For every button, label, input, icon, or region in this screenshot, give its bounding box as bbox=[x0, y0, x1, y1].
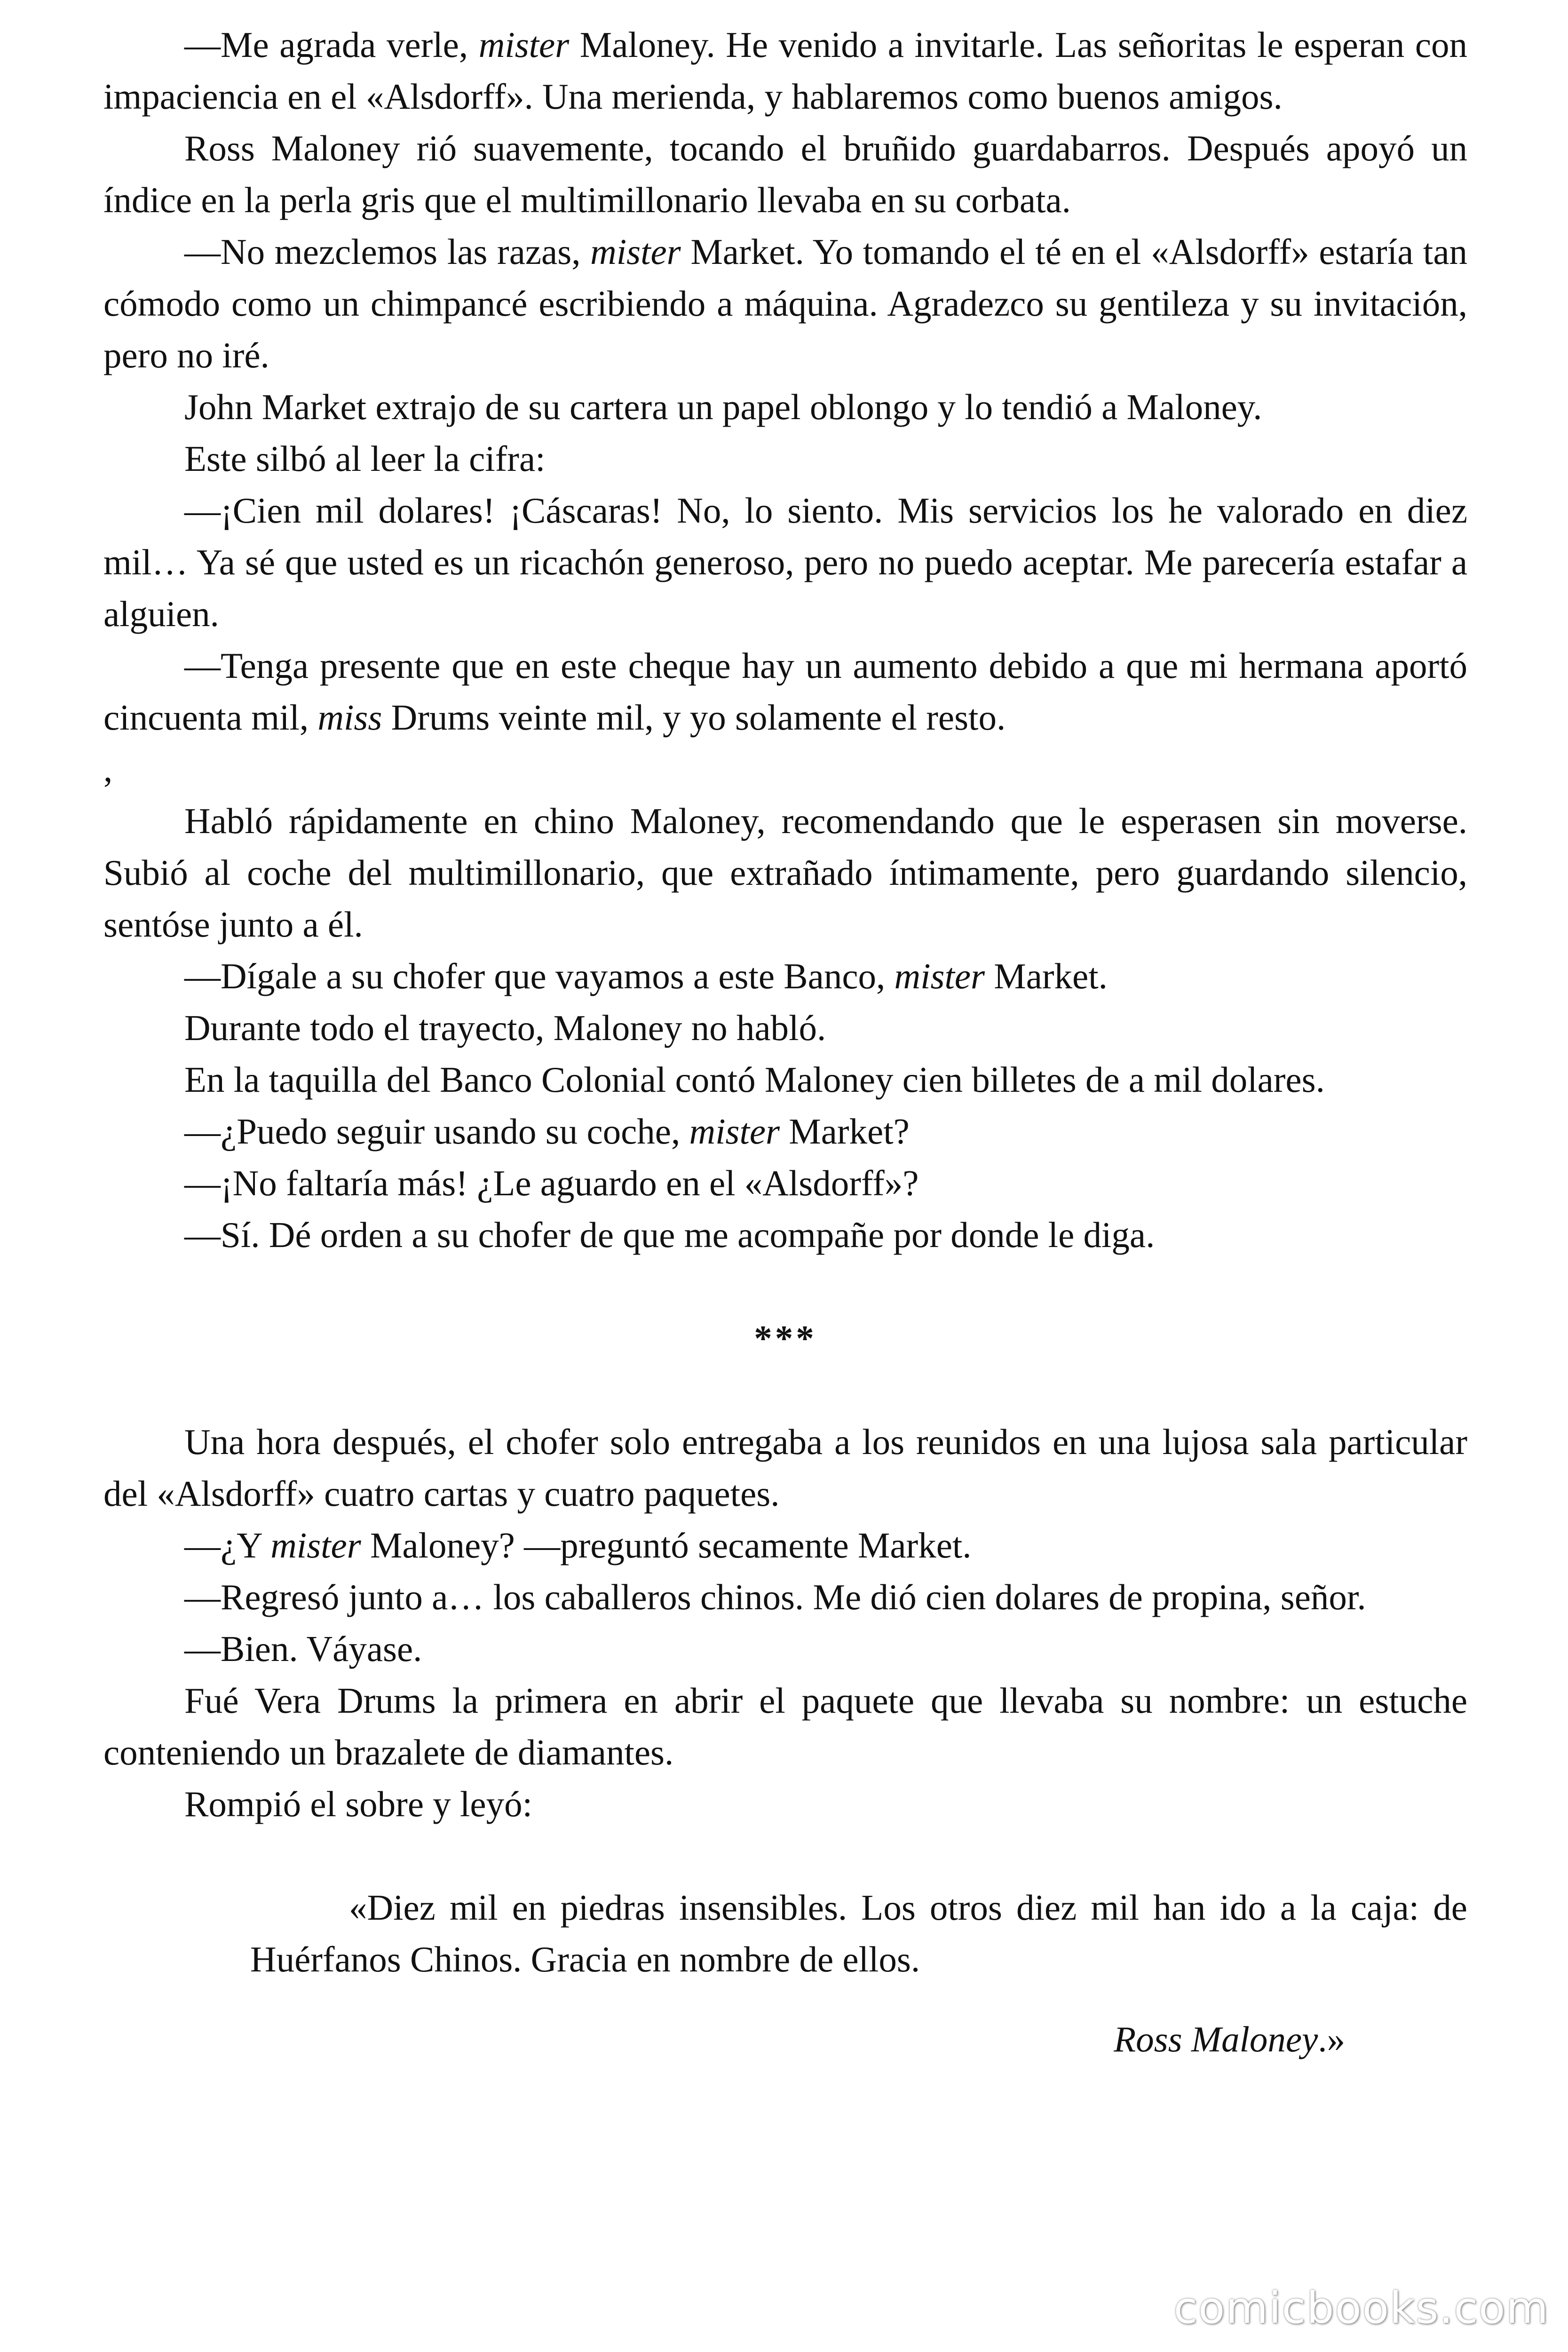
paragraph-text: Market. Yo tomando el té en el «Alsdorff» estaría tan cómodo como un chimpancé escribiendo a máquina. Agradezco su gentileza y su invitación, pero no iré. bbox=[103, 231, 1467, 375]
paragraph bbox=[103, 1054, 1467, 1105]
section-separator: *** bbox=[754, 1318, 817, 1359]
paragraph-text: Maloney. He venido a invitarle. Las señoritas le esperan con impaciencia en el «Alsdorff». Una merienda, y hablaremos como buenos amigos. bbox=[103, 24, 1468, 117]
paragraph bbox=[103, 1416, 1467, 1519]
paragraph bbox=[103, 795, 1467, 950]
paragraph bbox=[103, 122, 1467, 226]
paragraph bbox=[103, 1105, 1467, 1157]
paragraph-text: John Market extrajo de su cartera un papel oblongo y lo tendió a Maloney. bbox=[184, 387, 1262, 427]
paragraph-text: Habló rápidamente en chino Maloney, recomendando que le esperasen sin moverse. Subió al coche del multimillonario, que extrañado íntimamente, pero guardando silencio, sentóse junto a él. bbox=[103, 801, 1467, 945]
letter-quote: «Diez mil en piedras insensibles. Los otros diez mil han ido a la caja: de Huérfanos Chinos. Gracia en nombre de ellos. bbox=[250, 1887, 1467, 1979]
paragraph-text: —Dígale a su chofer que vayamos a este Banco, bbox=[184, 956, 895, 996]
paragraph bbox=[103, 1623, 1467, 1675]
letter-signature bbox=[103, 2013, 1345, 2065]
paragraph bbox=[103, 1778, 1467, 1830]
paragraph bbox=[103, 1002, 1467, 1054]
paragraph-text: Fué Vera Drums la primera en abrir el paquete que llevaba su nombre: un estuche conteniendo un brazalete de diamantes. bbox=[103, 1680, 1467, 1772]
paragraph bbox=[103, 381, 1467, 433]
paragraph-text: Este silbó al leer la cifra: bbox=[184, 438, 546, 479]
paragraph-text: Rompió el sobre y leyó: bbox=[184, 1784, 532, 1824]
italic-word: mister bbox=[478, 24, 570, 65]
paragraph bbox=[103, 640, 1467, 743]
paragraph bbox=[103, 226, 1467, 381]
paragraph-text: Drums veinte mil, y yo solamente el resto. bbox=[382, 697, 1006, 738]
paragraph bbox=[103, 950, 1467, 1002]
text-block-1 bbox=[103, 19, 1467, 743]
italic-word: mister bbox=[689, 1111, 780, 1152]
paragraph bbox=[103, 1675, 1467, 1778]
paragraph-text: —Bien. Váyase. bbox=[184, 1629, 422, 1669]
signature-end: .» bbox=[1318, 2019, 1345, 2059]
signature-name: Ross Maloney bbox=[1114, 2019, 1318, 2059]
paragraph-text: —¡Cien mil dolares! ¡Cáscaras! No, lo siento. Mis servicios los he valorado en diez mil… Ya sé que usted es un ricachón generoso, pero no puedo aceptar. Me parecería estafar a alguien. bbox=[103, 490, 1467, 634]
paragraph-text: En la taquilla del Banco Colonial contó Maloney cien billetes de a mil dolares. bbox=[184, 1059, 1325, 1100]
book-page bbox=[103, 19, 1467, 2343]
paragraph-text: Market. bbox=[985, 956, 1108, 996]
paragraph-text: Durante todo el trayecto, Maloney no habló. bbox=[184, 1008, 826, 1048]
italic-word: mister bbox=[590, 231, 681, 272]
paragraph-text: Una hora después, el chofer solo entregaba a los reunidos en una lujosa sala particular del «Alsdorff» cuatro cartas y cuatro paquetes. bbox=[103, 1422, 1467, 1514]
paragraph bbox=[103, 19, 1467, 122]
paragraph-text: —Tenga presente que en este cheque hay un aumento debido a que mi hermana aportó cincuenta mil, bbox=[103, 645, 1467, 738]
paragraph-text: —No mezclemos las razas, bbox=[184, 231, 591, 272]
text-block-2 bbox=[103, 795, 1467, 1261]
paragraph bbox=[103, 433, 1467, 485]
italic-word: mister bbox=[270, 1525, 361, 1565]
paragraph bbox=[103, 1519, 1467, 1571]
italic-word: mister bbox=[894, 956, 985, 996]
paragraph-text: Maloney? —preguntó secamente Market. bbox=[361, 1525, 972, 1565]
text-block-3 bbox=[103, 1416, 1467, 1830]
stray-comma: , bbox=[103, 749, 113, 789]
paragraph-text: —¿Y bbox=[184, 1525, 271, 1565]
paragraph bbox=[103, 1209, 1467, 1261]
italic-word: miss bbox=[317, 697, 382, 738]
paragraph-text: Market? bbox=[780, 1111, 910, 1152]
paragraph-text: Ross Maloney rió suavemente, tocando el bruñido guardabarros. Después apoyó un índice en la perla gris que el multimillonario llevaba en su corbata. bbox=[103, 128, 1467, 220]
paragraph-text: —¡No faltaría más! ¿Le aguardo en el «Alsdorff»? bbox=[184, 1163, 919, 1203]
paragraph bbox=[103, 1157, 1467, 1209]
paragraph-text: —Regresó junto a… los caballeros chinos. Me dió cien dolares de propina, señor. bbox=[184, 1577, 1366, 1617]
paragraph-text: —¿Puedo seguir usando su coche, bbox=[184, 1111, 689, 1152]
paragraph bbox=[103, 1571, 1467, 1623]
watermark-logo: comicbooks.com bbox=[1173, 2283, 1549, 2333]
paragraph bbox=[103, 485, 1467, 640]
paragraph-text: —Me agrada verle, bbox=[184, 24, 479, 65]
paragraph-text: —Sí. Dé orden a su chofer de que me acompañe por donde le diga. bbox=[184, 1215, 1155, 1255]
